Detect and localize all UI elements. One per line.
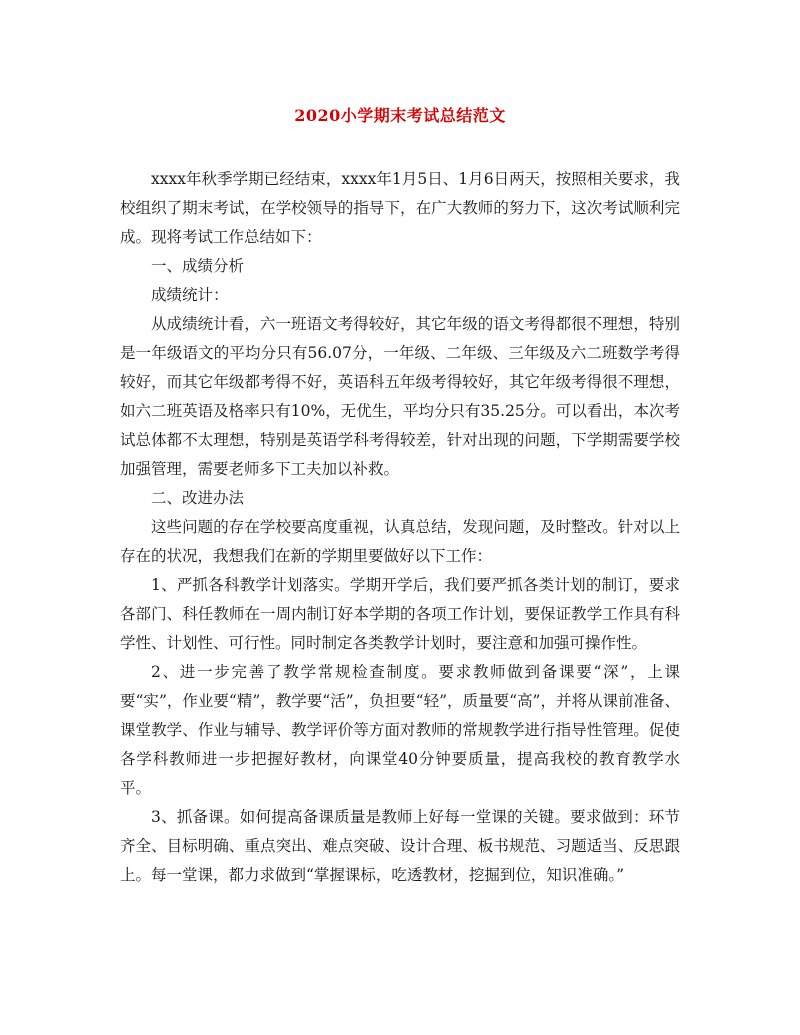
subsection-heading-score-stats: 成绩统计： [151,286,229,304]
score-analysis-paragraph: 从成绩统计看，六一班语文考得较好，其它年级的语文考得都很不理想，特别是一年级语文的平均分只有56.07分，一年级、二年级、三年级及六二班数学考得较好，而其它年级都考得不好，英语科五年级考得较好，其它年级考得很不理想，如六二班英语及格率只有10%，无优生，平均分只有35.25分。可以看出，本次考试总体都不太理想，特别是英语学科考得较差，针对出现的问题，下学期需要学校加强管理，需要老师多下工夫加以补救。 [120,315,680,478]
improvement-item-3: 3、抓备课。如何提高备课质量是教师上好每一堂课的关键。要求做到：环节齐全、目标明确、重点突出、难点突破、设计合理、板书规范、习题适当、反思跟上。每一堂课，都力求做到“掌握课标，吃透教材，挖掘到位，知识准确。” [120,808,680,884]
section-heading-improvement: 二、改进办法 [151,489,245,507]
improvement-item-2: 2、进一步完善了教学常规检查制度。要求教师做到备课要“深”，上课要“实”，作业要“精”，教学要“活”，负担要“轻”，质量要“高”，并将从课前准备、课堂教学、作业与辅导、教学评价等方面对教师的常规教学进行指导性管理。促使各学科教师进一步把握好教材，向课堂40分钟要质量，提高我校的教育教学水平。 [120,663,680,797]
intro-paragraph: xxxx年秋季学期已经结束，xxxx年1月5日、1月6日两天，按照相关要求，我校组织了期末考试，在学校领导的指导下，在广大教师的努力下，这次考试顺利完成。现将考试工作总结如下： [120,170,680,246]
document-title: 2020小学期末考试总结范文 [294,106,506,125]
improvement-intro-paragraph: 这些问题的存在学校要高度重视，认真总结，发现问题，及时整改。针对以上存在的状况，我想我们在新的学期里要做好以下工作： [120,518,680,565]
section-heading-score-analysis: 一、成绩分析 [151,257,245,275]
improvement-item-1: 1、严抓各科教学计划落实。学期开学后，我们要严抓各类计划的制订，要求各部门、科任教师在一周内制订好本学期的各项工作计划，要保证教学工作具有科学性、计划性、可行性。同时制定各类教学计划时，要注意和加强可操作性。 [120,576,680,652]
document-body [120,165,680,890]
